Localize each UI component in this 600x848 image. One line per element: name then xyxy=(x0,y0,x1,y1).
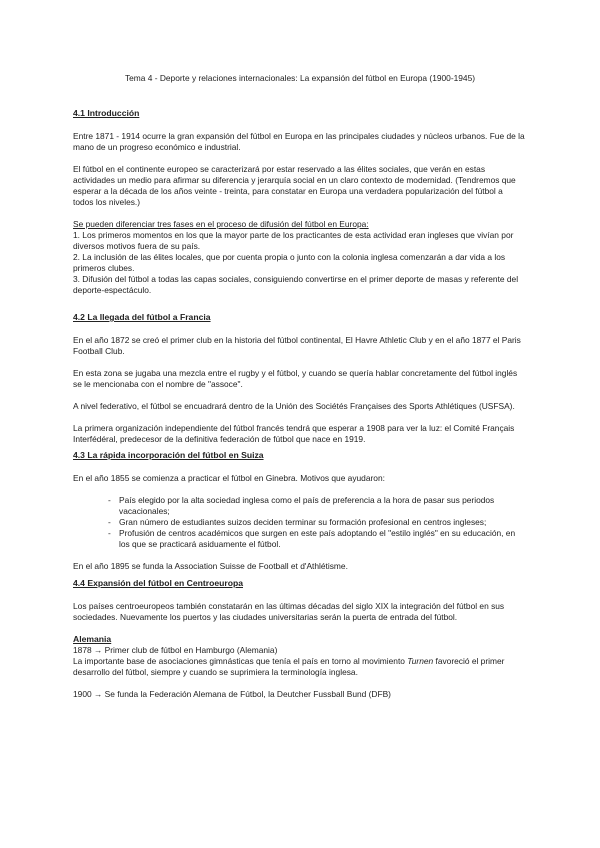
subheading-alemania: Alemania xyxy=(73,634,112,644)
text-run: La importante base de asociaciones gimnásticas que tenía el país en torno al movimiento xyxy=(73,656,408,666)
paragraph: A nivel federativo, el fútbol se encuadrará dentro de la Unión des Sociétés Françaises des Sports Athlétiques (USFSA). xyxy=(73,401,515,411)
document-title: Tema 4 - Deporte y relaciones internacionales: La expansión del fútbol en Europa (1900-1945) xyxy=(124,73,476,83)
section-heading-centroeuropa: 4.4 Expansión del fútbol en Centroeuropa xyxy=(73,578,243,588)
phase-item: 3. Difusión del fútbol a todas las capas sociales, consiguiendo convertirse en el primer deporte de masas y referente del deporte-espectáculo. xyxy=(73,274,519,295)
paragraph: Entre 1871 - 1914 ocurre la gran expansión del fútbol en Europa en las principales ciudades y núcleos urbanos. Fue de la mano de un progreso económico e industrial. xyxy=(73,131,525,152)
phase-item: 1. Los primeros momentos en los que la mayor parte de los practicantes de esta actividad eran ingleses que vivían por diversos motivos fuera de su país. xyxy=(73,230,514,251)
text-run: favoreció el primer desarrollo del fútbol, siempre y cuando se suprimiera la terminología inglesa. xyxy=(73,656,505,677)
paragraph: Los países centroeuropeos también constatarán en las últimas décadas del siglo XIX la integración del fútbol en sus sociedades. Nuevamente los puertos y las ciudades universitarias serán la puerta de entrada del fútbol. xyxy=(73,601,505,622)
section-heading-introduccion: 4.1 Introducción xyxy=(73,108,140,118)
timeline-entry: 1878 → Primer club de fútbol en Hamburgo (Alemania) xyxy=(73,645,278,655)
motives-list xyxy=(73,495,525,550)
paragraph: La primera organización independiente del fútbol francés tendrá que esperar a 1908 para ver la luz: el Comité Français Interfédéral, predecesor de la definitiva federación de fútbol que nace en 1919. xyxy=(73,423,515,444)
list-item: - País elegido por la alta sociedad inglesa como el país de preferencia a la hora de pasar sus periodos vacacionales; xyxy=(108,495,525,517)
phase-item: 2. La inclusión de las élites locales, que por cuenta propia o junto con la colonia inglesa comenzarán a dar vida a los primeros clubes. xyxy=(73,252,506,273)
paragraph xyxy=(73,656,525,678)
paragraph: El fútbol en el continente europeo se caracterizará por estar reservado a las élites sociales, que verán en estas actividades un medio para afirmar su diferencia y jerarquía social en un claro contexto de modernidad. (Tendremos que esperar a la década de los años veinte - treinta, para constatar en Europa una verdadera popularización del fútbol a todos los niveles.) xyxy=(73,164,516,207)
text-run-italic: Turnen xyxy=(407,656,434,666)
document-body xyxy=(73,108,525,700)
paragraph: En esta zona se jugaba una mezcla entre el rugby y el fútbol, y cuando se quería hablar concretamente del fútbol inglés se le mencionaba con el nombre de "assoce". xyxy=(73,368,518,389)
phases-intro: Se pueden diferenciar tres fases en el proceso de difusión del fútbol en Europa: xyxy=(73,219,369,229)
paragraph: En el año 1872 se creó el primer club en la historia del fútbol continental, El Havre Athletic Club y en el año 1877 el Paris Football Club. xyxy=(73,335,521,356)
paragraph: En el año 1855 se comienza a practicar el fútbol en Ginebra. Motivos que ayudaron: xyxy=(73,473,385,483)
list-item: - Profusión de centros académicos que surgen en este país adoptando el "estilo inglés" en su educación, en los que se practicará asiduamente el fútbol. xyxy=(108,528,525,550)
section-heading-suiza: 4.3 La rápida incorporación del fútbol en Suiza xyxy=(73,450,264,460)
paragraph: En el año 1895 se funda la Association Suisse de Football et d'Athlétisme. xyxy=(73,561,348,571)
list-item: - Gran número de estudiantes suizos deciden terminar su formación profesional en centros ingleses; xyxy=(108,517,525,528)
section-heading-francia: 4.2 La llegada del fútbol a Francia xyxy=(73,312,211,322)
phases-block xyxy=(73,219,525,296)
timeline-entry: 1900 → Se funda la Federación Alemana de Fútbol, la Deutcher Fussball Bund (DFB) xyxy=(73,689,391,699)
